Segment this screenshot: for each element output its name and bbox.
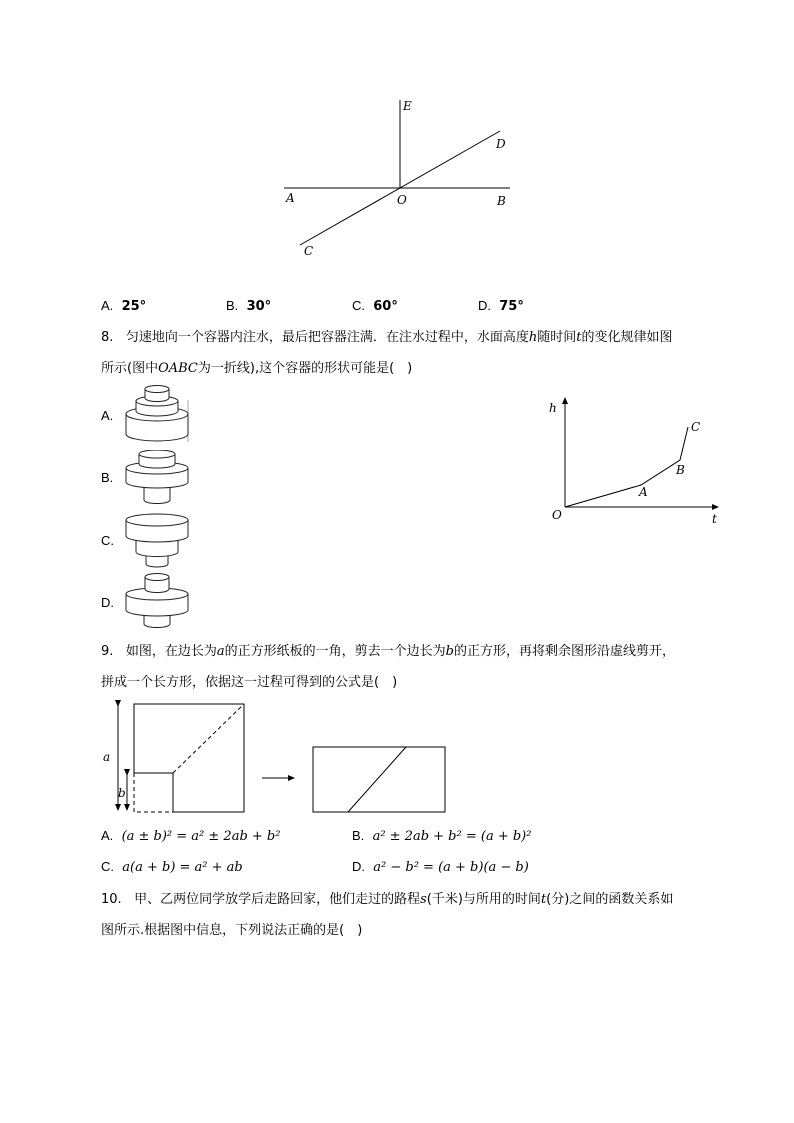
q8-option-c[interactable]: C.: [101, 533, 114, 548]
dim-label-a: a: [103, 750, 111, 764]
q9-option-a[interactable]: [101, 828, 280, 844]
option-text: 75°: [499, 299, 524, 314]
q10-line1-b: (千米)与所用的时间: [426, 892, 541, 907]
q10-line1-c: (分)之间的函数关系如: [546, 892, 674, 907]
container-c-image: [120, 512, 200, 572]
var-oabc: OABC: [158, 361, 198, 376]
var-s: s: [420, 892, 427, 907]
q9-number: 9.: [101, 644, 114, 659]
q7-option-d[interactable]: [478, 298, 524, 314]
q8-number: 8.: [101, 330, 114, 345]
q8-line2-a: 所示(图中: [101, 361, 159, 376]
option-letter: D.: [478, 298, 491, 313]
q10-line2: 图所示.根据图中信息，下列说法正确的是( ): [101, 923, 363, 938]
option-formula: (a ± b)² = a² ± 2ab + b²: [121, 829, 281, 844]
option-letter: C.: [101, 859, 114, 874]
option-letter: A.: [101, 298, 114, 313]
option-text: 60°: [373, 299, 398, 314]
q7-option-a[interactable]: [101, 298, 146, 314]
q7-option-c[interactable]: [352, 298, 398, 314]
point-c-label: C: [691, 420, 701, 434]
q9-line1-a: 如图，在边长为: [125, 644, 217, 659]
q8-line2-b: 为一折线),这个容器的形状可能是( ): [197, 361, 413, 376]
q10-number: 10.: [101, 892, 122, 907]
q8-line1-c: 的变化规律如图: [581, 330, 673, 345]
option-formula: a² ± 2ab + b² = (a + b)²: [372, 829, 532, 844]
axis-label-h: h: [549, 401, 557, 415]
q10-text: [101, 884, 673, 946]
q9-text: [101, 636, 675, 698]
point-a-label: A: [639, 485, 648, 499]
container-d-image: [120, 572, 200, 634]
angle-figure: [270, 92, 530, 262]
var-t: t: [576, 330, 582, 345]
q7-option-b[interactable]: [226, 298, 271, 314]
label-e: E: [403, 99, 412, 113]
option-letter: C.: [352, 298, 365, 313]
var-b: b: [445, 644, 454, 659]
label-d: D: [496, 137, 506, 151]
option-formula: a(a + b) = a² + ab: [122, 860, 243, 875]
q8-line1-a: 匀速地向一个容器内注水，最后把容器注满．在注水过程中，水面高度: [125, 330, 529, 345]
q9-option-d[interactable]: [352, 859, 529, 875]
var-t: t: [540, 892, 547, 907]
q8-text: [101, 322, 672, 384]
square-cut-figure: [96, 696, 456, 820]
q9-option-c[interactable]: [101, 859, 243, 875]
label-b: B: [497, 194, 506, 208]
q8-option-d[interactable]: D.: [101, 595, 114, 610]
label-o: O: [397, 193, 407, 207]
q9-line1-b: 的正方形纸板的一角，剪去一个边长为: [224, 644, 446, 659]
option-letter: A.: [101, 828, 114, 843]
origin-label: O: [552, 508, 562, 522]
water-level-graph: [540, 392, 730, 528]
container-a-image: [120, 384, 200, 446]
option-text: 25°: [121, 299, 147, 314]
dim-label-b: b: [118, 786, 126, 800]
option-text: 30°: [246, 299, 272, 314]
container-b-image: [120, 450, 200, 508]
option-formula: a² − b² = (a + b)(a − b): [373, 860, 529, 875]
point-b-label: B: [676, 463, 685, 477]
var-h: h: [528, 330, 538, 345]
option-letter: B.: [226, 298, 239, 313]
oabc-polyline: [565, 427, 688, 507]
q8-option-b[interactable]: B.: [101, 470, 114, 485]
q10-line1-a: 甲、乙两位同学放学后走路回家，他们走过的路程: [134, 892, 421, 907]
axis-label-t: t: [712, 512, 717, 526]
label-a: A: [286, 191, 295, 205]
q9-line2: 拼成一个长方形，依据这一过程可得到的公式是( ): [101, 675, 398, 690]
q9-line1-c: 的正方形，再将剩余图形沿虚线剪开，: [453, 644, 675, 659]
option-letter: B.: [352, 828, 365, 843]
label-c: C: [304, 244, 314, 258]
var-a: a: [216, 644, 225, 659]
option-letter: D.: [352, 859, 365, 874]
q8-line1-b: 随时间: [537, 330, 577, 345]
q8-option-a[interactable]: A.: [101, 408, 114, 423]
q9-option-b[interactable]: [352, 828, 531, 844]
